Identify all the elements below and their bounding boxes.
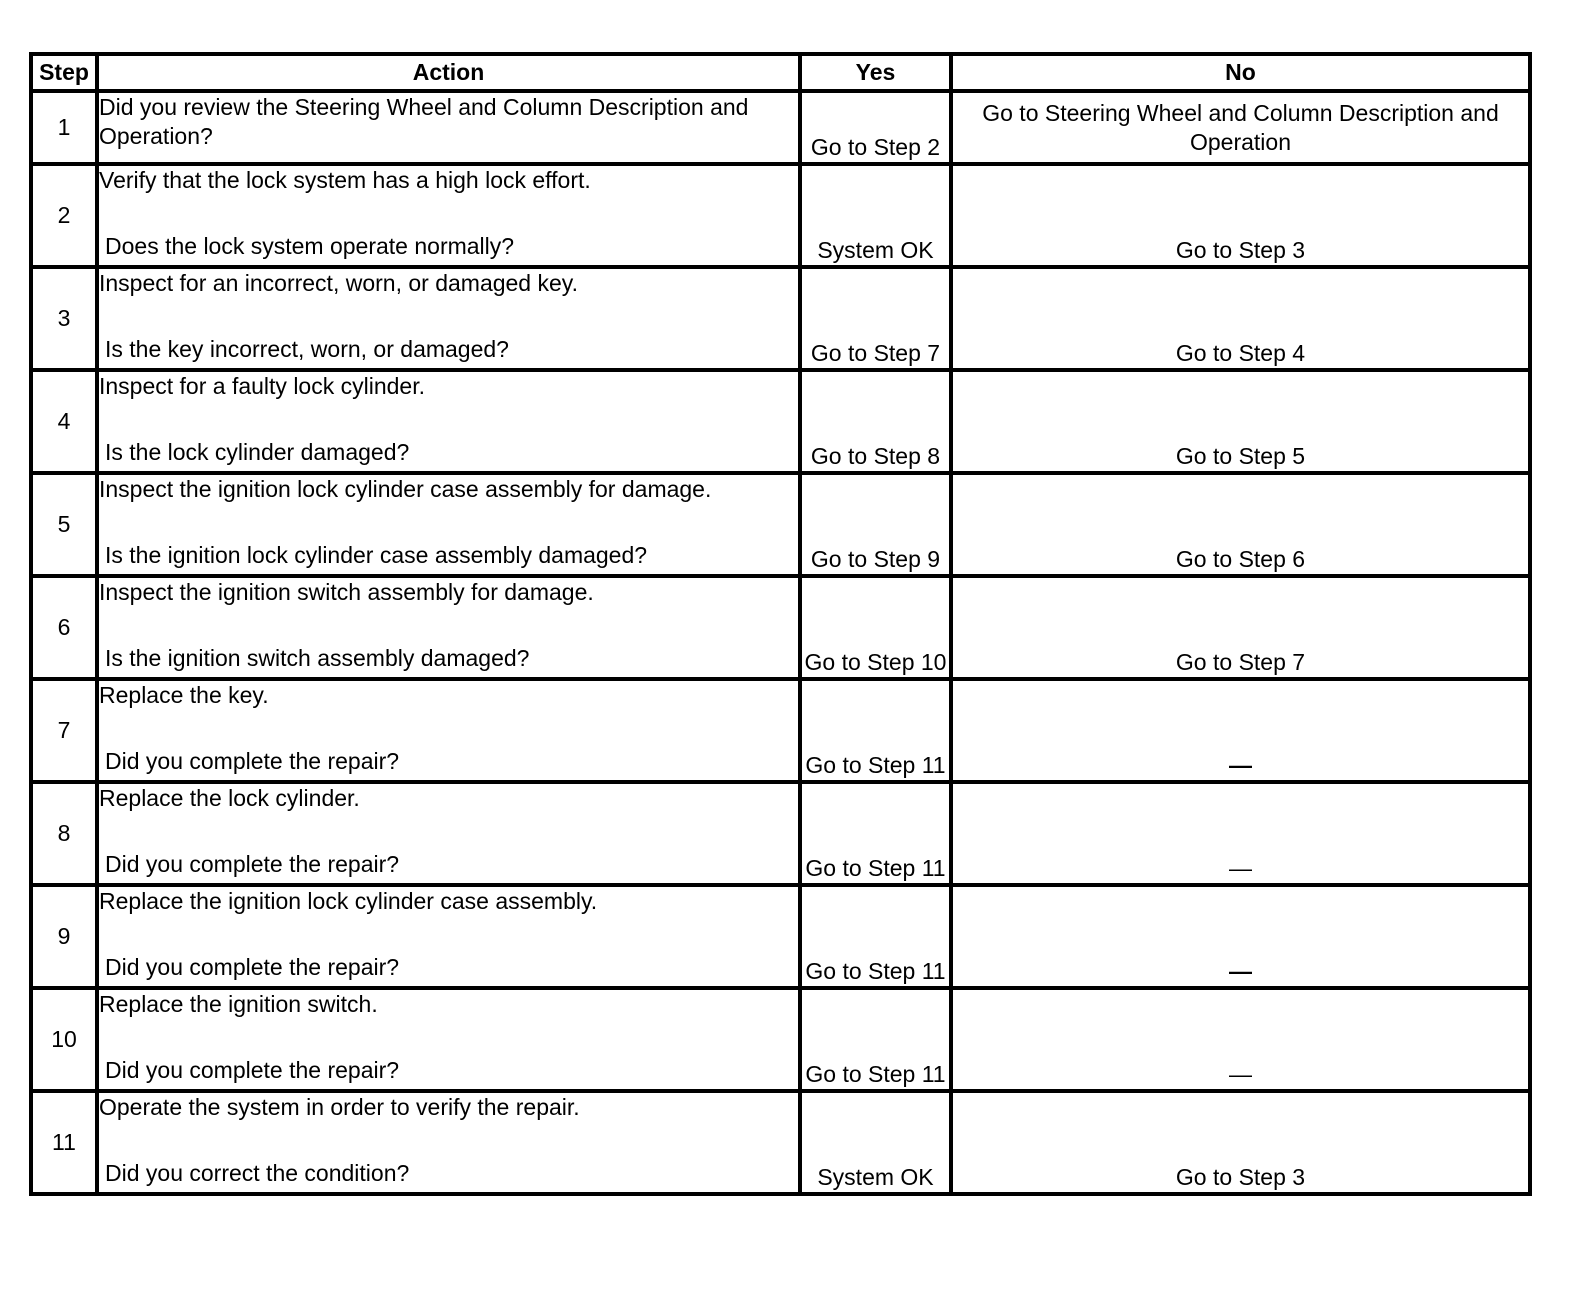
action-question: Is the ignition switch assembly damaged? [105,645,530,671]
step-number: 10 [31,988,97,1091]
yes-result: Go to Step 8 [800,370,951,473]
table-row [31,91,1530,164]
table-row [31,473,1530,576]
action-question: Did you correct the condition? [105,1160,410,1186]
action-question: Did you complete the repair? [105,748,400,774]
no-result: — [951,885,1530,988]
action-cell [97,885,800,988]
table-row [31,267,1530,370]
action-instruction: Inspect for an incorrect, worn, or damaged key. [99,270,578,296]
no-result: Go to Step 3 [951,1091,1530,1194]
action-instruction: Inspect for a faulty lock cylinder. [99,373,425,399]
yes-result: Go to Step 7 [800,267,951,370]
header-action: Action [97,54,800,91]
step-number: 2 [31,164,97,267]
yes-result: System OK [800,1091,951,1194]
header-row [31,54,1530,91]
table-row [31,885,1530,988]
table-row [31,679,1530,782]
action-instruction: Replace the ignition switch. [99,991,378,1017]
action-cell [97,473,800,576]
action-cell [97,164,800,267]
action-cell [97,91,800,164]
action-instruction: Inspect the ignition switch assembly for damage. [99,579,594,605]
step-number: 7 [31,679,97,782]
step-number: 11 [31,1091,97,1194]
table-row [31,370,1530,473]
step-number: 1 [31,91,97,164]
action-question: Is the ignition lock cylinder case assembly damaged? [105,542,648,568]
action-instruction: Operate the system in order to verify the repair. [99,1094,580,1120]
action-text: Did you review the Steering Wheel and Column Description and Operation? [99,94,749,149]
table-row [31,576,1530,679]
no-result: Go to Steering Wheel and Column Description and Operation [951,91,1530,164]
yes-result: System OK [800,164,951,267]
action-cell [97,782,800,885]
no-result: Go to Step 4 [951,267,1530,370]
diagnostic-table [29,52,1532,1196]
no-result: — [951,988,1530,1091]
step-number: 6 [31,576,97,679]
step-number: 8 [31,782,97,885]
table-row [31,164,1530,267]
action-question: Did you complete the repair? [105,851,400,877]
header-no: No [951,54,1530,91]
no-result: Go to Step 5 [951,370,1530,473]
action-question: Is the key incorrect, worn, or damaged? [105,336,509,362]
yes-result: Go to Step 2 [800,91,951,164]
step-number: 3 [31,267,97,370]
action-cell [97,576,800,679]
action-question: Does the lock system operate normally? [105,233,515,259]
table-row [31,988,1530,1091]
table-row [31,782,1530,885]
header-step: Step [31,54,97,91]
no-result: Go to Step 6 [951,473,1530,576]
action-instruction: Verify that the lock system has a high lock effort. [99,167,591,193]
action-instruction: Replace the key. [99,682,269,708]
no-result: — [951,782,1530,885]
action-cell [97,679,800,782]
action-question: Did you complete the repair? [105,1057,400,1083]
yes-result: Go to Step 10 [800,576,951,679]
table-row [31,1091,1530,1194]
action-cell [97,1091,800,1194]
yes-result: Go to Step 11 [800,885,951,988]
action-question: Is the lock cylinder damaged? [105,439,410,465]
step-number: 5 [31,473,97,576]
action-instruction: Replace the lock cylinder. [99,785,360,811]
no-result: Go to Step 7 [951,576,1530,679]
step-number: 9 [31,885,97,988]
yes-result: Go to Step 11 [800,782,951,885]
action-instruction: Inspect the ignition lock cylinder case assembly for damage. [99,476,712,502]
action-cell [97,267,800,370]
action-cell [97,370,800,473]
no-result: — [951,679,1530,782]
action-cell [97,988,800,1091]
yes-result: Go to Step 11 [800,988,951,1091]
header-yes: Yes [800,54,951,91]
yes-result: Go to Step 11 [800,679,951,782]
no-result: Go to Step 3 [951,164,1530,267]
action-question: Did you complete the repair? [105,954,400,980]
action-instruction: Replace the ignition lock cylinder case assembly. [99,888,598,914]
step-number: 4 [31,370,97,473]
yes-result: Go to Step 9 [800,473,951,576]
